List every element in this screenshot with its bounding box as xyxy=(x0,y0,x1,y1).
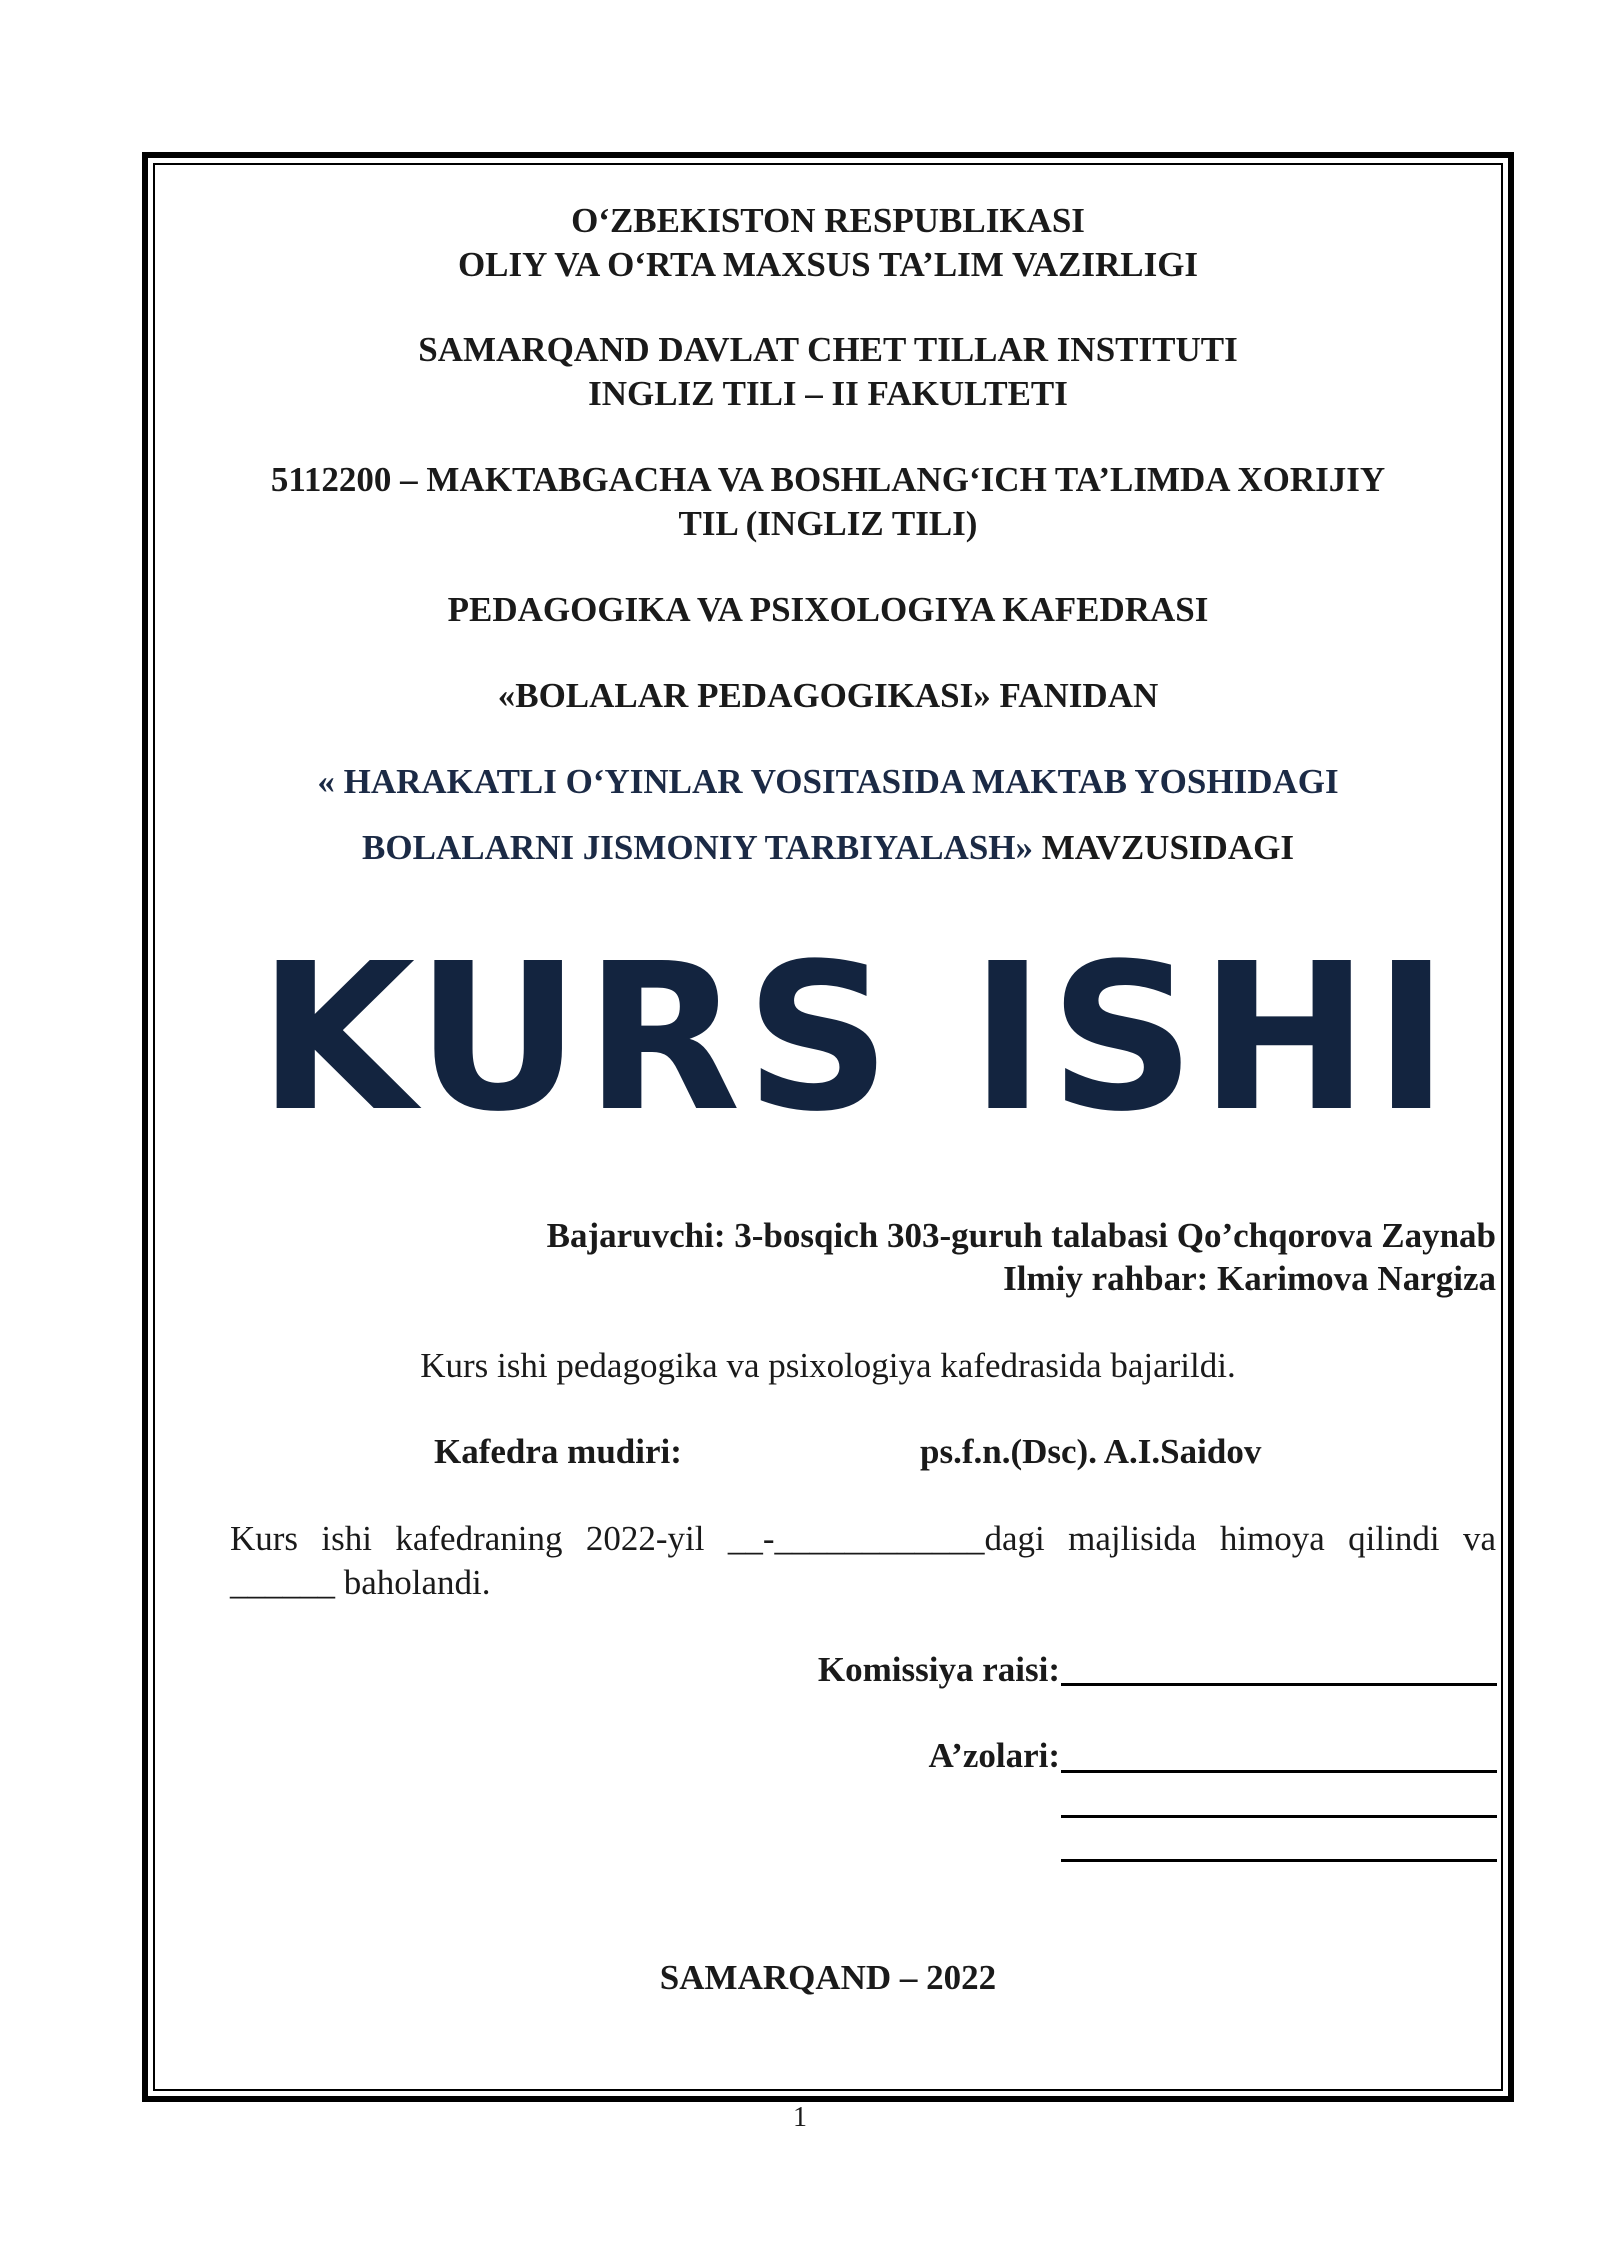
topic-line1: « HARAKATLI O‘YINLAR VOSITASIDA MAKTAB YOSHIDAGI xyxy=(317,762,1339,801)
member-signature-line-3 xyxy=(1061,1859,1497,1862)
program-heading-line2: TIL (INGLIZ TILI) xyxy=(678,504,978,543)
country-heading: O‘ZBEKISTON RESPUBLIKASI xyxy=(571,201,1085,240)
department-head-name: ps.f.n.(Dsc). A.I.Saidov xyxy=(920,1432,1262,1471)
completion-note: Kurs ishi pedagogika va psixologiya kafedrasida bajarildi. xyxy=(420,1346,1236,1385)
defense-note-line1: Kurs ishi kafedraning 2022-yil __-____________dagi majlisida himoya qilindi va xyxy=(230,1519,1496,1558)
faculty-heading: INGLIZ TILI – II FAKULTETI xyxy=(588,374,1068,413)
member-signature-line-1 xyxy=(1061,1770,1497,1773)
topic-line2-highlight: BOLALARNI JISMONIY TARBIYALASH» xyxy=(362,828,1034,867)
member-signature-line-2 xyxy=(1061,1815,1497,1818)
ministry-heading: OLIY VA O‘RTA MAXSUS TA’LIM VAZIRLIGI xyxy=(457,245,1199,284)
defense-note-line2: ______ baholandi. xyxy=(230,1563,491,1602)
performer-line: Bajaruvchi: 3-bosqich 303-guruh talabasi Qo’chqorova Zaynab xyxy=(546,1216,1496,1255)
department-head-label: Kafedra mudiri: xyxy=(434,1432,682,1471)
place-year: SAMARQAND – 2022 xyxy=(659,1958,997,1997)
page-number: 1 xyxy=(793,2102,807,2133)
topic-line2 xyxy=(160,826,1496,870)
commission-chair-label: Komissiya raisi: xyxy=(817,1650,1060,1689)
topic-line2-suffix: MAVZUSIDAGI xyxy=(1033,828,1294,867)
department-heading: PEDAGOGIKA VA PSIXOLOGIYA KAFEDRASI xyxy=(447,590,1209,629)
subject-heading: «BOLALAR PEDAGOGIKASI» FANIDAN xyxy=(497,676,1159,715)
supervisor-line: Ilmiy rahbar: Karimova Nargiza xyxy=(1003,1259,1496,1298)
document-title: KURS ISHI xyxy=(258,920,1453,1156)
commission-members-label: A’zolari: xyxy=(928,1736,1060,1775)
commission-chair-signature-line xyxy=(1061,1683,1497,1686)
program-heading-line1: 5112200 – MAKTABGACHA VA BOSHLANG‘ICH TA’LIMDA XORIJIY xyxy=(270,460,1386,499)
institute-heading: SAMARQAND DAVLAT CHET TILLAR INSTITUTI xyxy=(418,330,1238,369)
